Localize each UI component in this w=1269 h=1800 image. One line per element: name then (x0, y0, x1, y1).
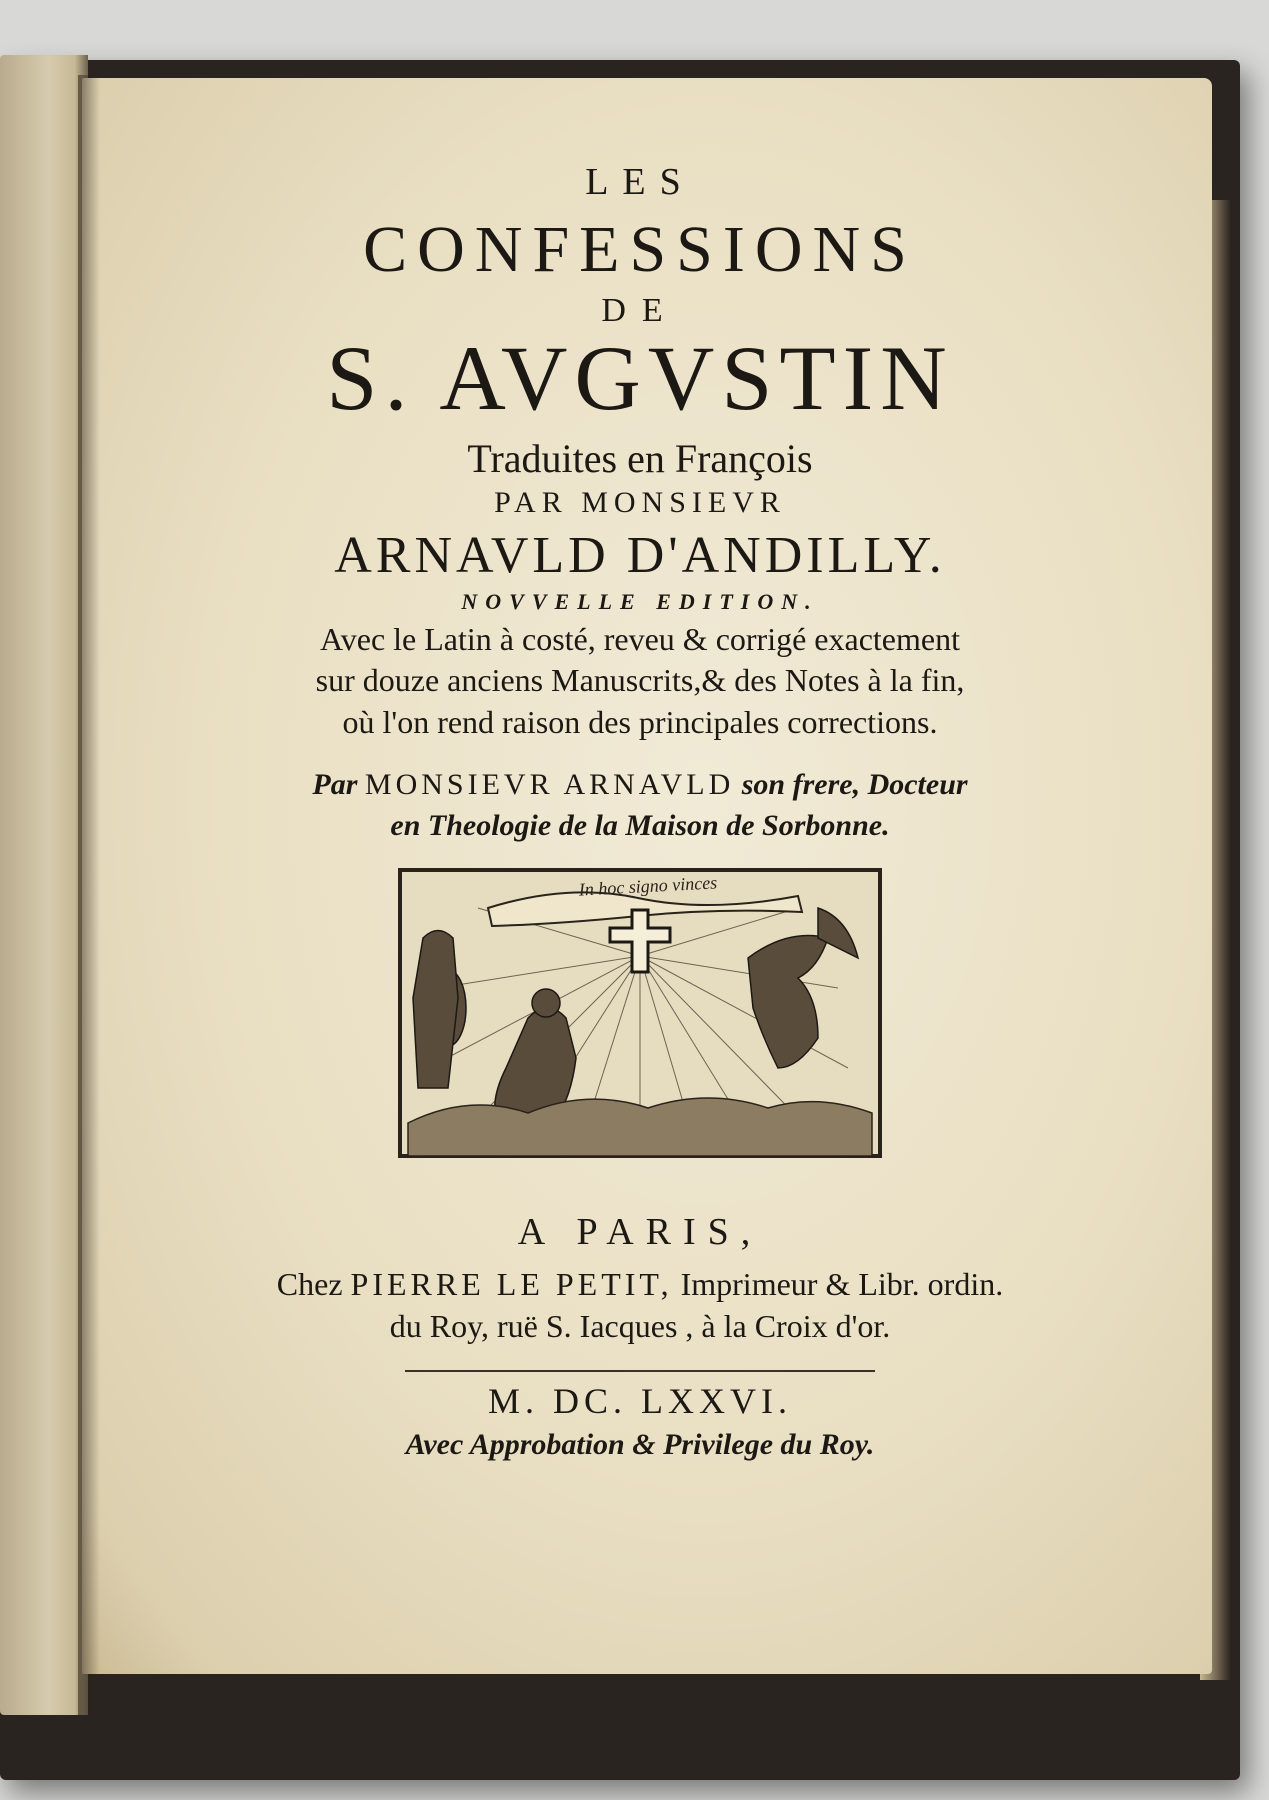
title-de: DE (601, 292, 679, 329)
imprint-printer-name: PIERRE LE PETIT, (350, 1266, 673, 1303)
title-augustin: S. AVGVSTIN (326, 327, 954, 429)
editor-line (120, 765, 1160, 806)
edition-note-3: où l'on rend raison des principales corrections. (342, 703, 938, 740)
title-confessions: CONFESSIONS (363, 213, 917, 286)
subtitle-traduites: Traduites en François (467, 435, 813, 481)
edition-note-1: Avec le Latin à costé, reveu & corrigé exactement (320, 620, 960, 657)
title-les: LES (585, 161, 695, 203)
editor-name: MONSIEVR ARNAVLD (364, 768, 735, 802)
imprint-address: du Roy, ruë S. Iacques , à la Croix d'or. (389, 1307, 891, 1344)
imprint-chez: Chez (276, 1266, 343, 1303)
imprint-approbation: Avec Approbation & Privilege du Roy. (405, 1427, 875, 1461)
edition-note-2: sur douze anciens Manuscrits,& des Notes à la fin, (315, 662, 965, 699)
imprint-printer-tail: Imprimeur & Libr. ordin. (680, 1266, 1004, 1303)
editor-par: Par (312, 768, 358, 802)
editor-tail: son frere, Docteur (741, 768, 968, 802)
translator-prefix: PAR MONSIEVR (494, 485, 786, 519)
spine-shadow (78, 75, 100, 1715)
emblem-motto: In hoc signo vinces (578, 872, 718, 900)
translator-name: ARNAVLD D'ANDILLY. (334, 526, 946, 584)
editor-affiliation: en Theologie de la Maison de Sorbonne. (390, 808, 890, 842)
printer-device (398, 868, 882, 1158)
left-page-edge (0, 55, 88, 1715)
cross-vision-engraving-icon (398, 868, 882, 1158)
imprint-date: M. DC. LXXVI. (488, 1380, 792, 1421)
title-page-text (120, 150, 1160, 1462)
imprint-place: A PARIS, (517, 1211, 763, 1254)
edition-label: NOVVELLE EDITION. (461, 588, 819, 614)
divider-rule (405, 1370, 875, 1372)
imprint-printer-line (120, 1264, 1160, 1306)
